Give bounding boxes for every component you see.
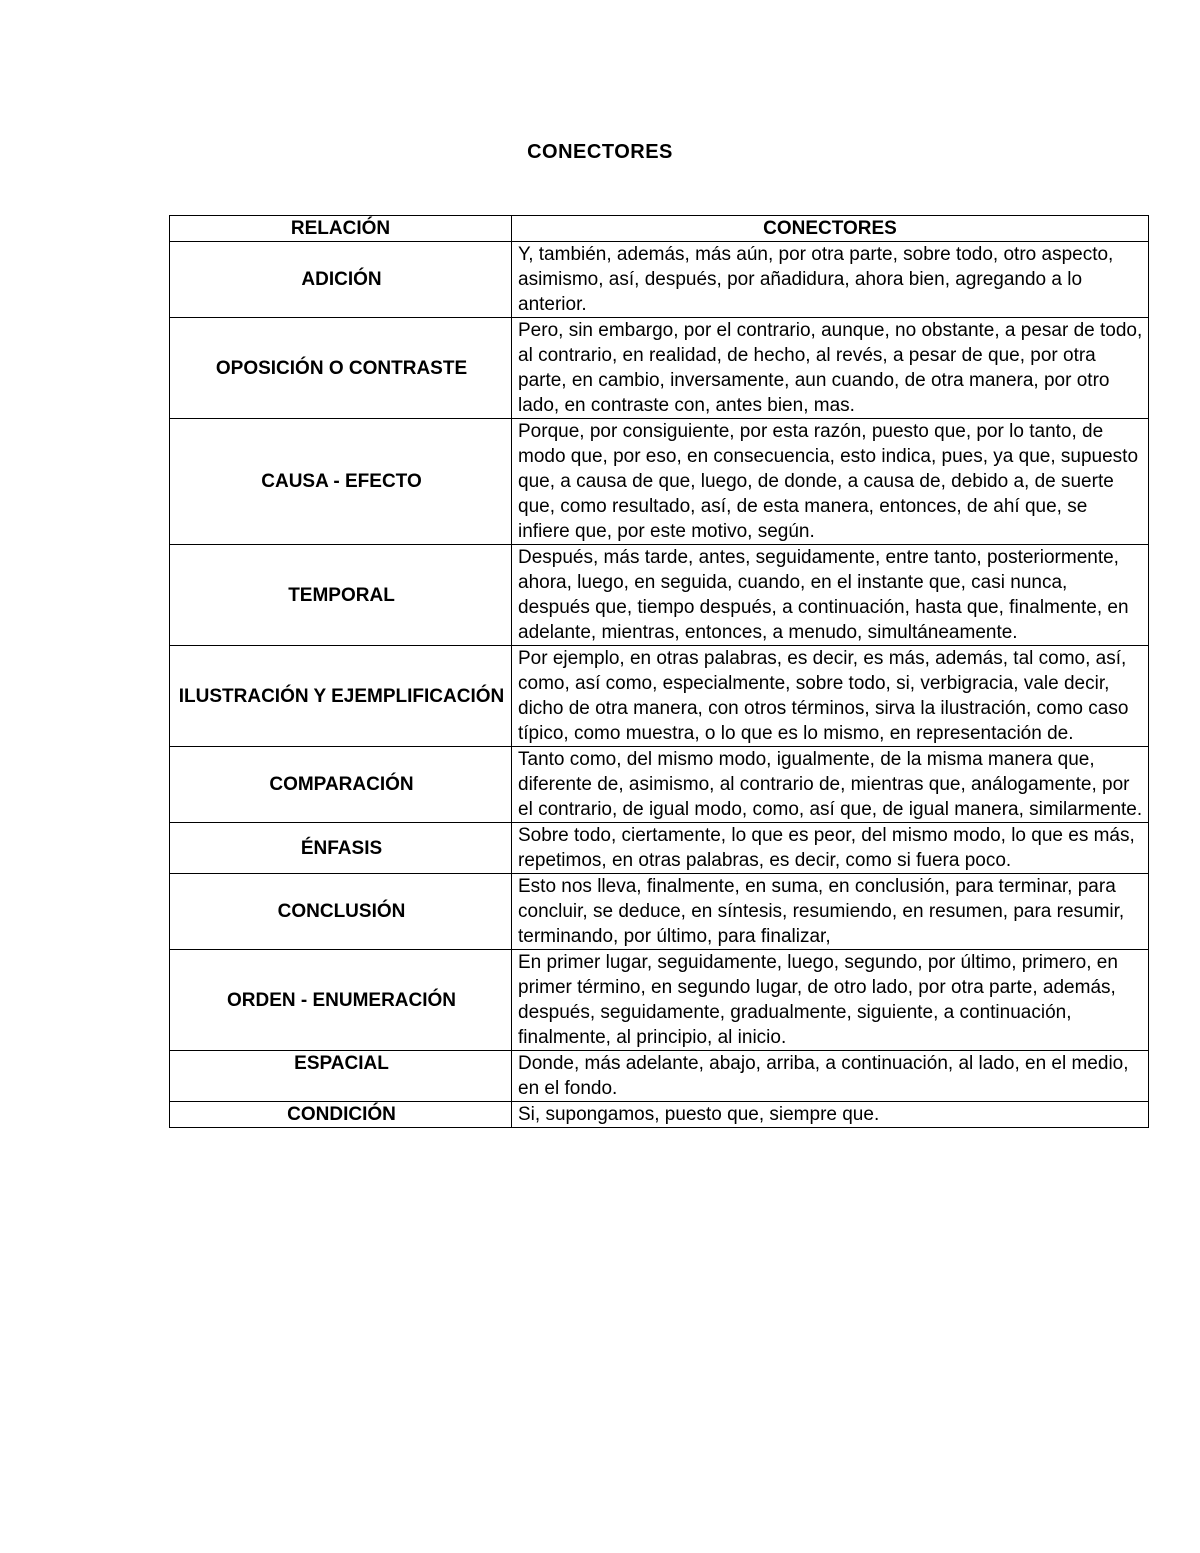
relation-cell: CONDICIÓN (170, 1102, 512, 1128)
connectors-cell: Porque, por consiguiente, por esta razón, puesto que, por lo tanto, de modo que, por eso, en consecuencia, esto indica, pues, ya que, supuesto que, a causa de que, luego, de donde, a causa de, debido a, de suerte que, como resultado, así, de esta manera, entonces, de ahí que, se infiere que, por este motivo, según. (512, 419, 1149, 545)
relation-cell: TEMPORAL (170, 545, 512, 646)
relation-cell: ADICIÓN (170, 242, 512, 318)
connectors-cell: Después, más tarde, antes, seguidamente, entre tanto, posteriormente, ahora, luego, en seguida, cuando, en el instante que, casi nunca, después que, tiempo después, a continuación, hasta que, finalmente, en adelante, mientras, entonces, a menudo, simultáneamente. (512, 545, 1149, 646)
connectors-cell: Sobre todo, ciertamente, lo que es peor, del mismo modo, lo que es más, repetimos, en otras palabras, es decir, como si fuera poco. (512, 823, 1149, 874)
table-row (170, 1051, 1149, 1102)
table-row (170, 1102, 1149, 1128)
document-title: CONECTORES (527, 141, 673, 163)
table-row (170, 318, 1149, 419)
relation-cell: COMPARACIÓN (170, 747, 512, 823)
relation-cell: OPOSICIÓN O CONTRASTE (170, 318, 512, 419)
connectors-cell: Y, también, además, más aún, por otra parte, sobre todo, otro aspecto, asimismo, así, después, por añadidura, ahora bien, agregando a lo anterior. (512, 242, 1149, 318)
header-relation: RELACIÓN (170, 216, 512, 242)
connectors-cell: Si, supongamos, puesto que, siempre que. (512, 1102, 1149, 1128)
relation-cell: ORDEN - ENUMERACIÓN (170, 950, 512, 1051)
relation-cell: ESPACIAL (170, 1051, 512, 1102)
table-header-row (170, 216, 1149, 242)
table-row (170, 419, 1149, 545)
connectors-cell: En primer lugar, seguidamente, luego, segundo, por último, primero, en primer término, en segundo lugar, de otro lado, por otra parte, además, después, seguidamente, gradualmente, siguiente, a continuación, finalmente, al principio, al inicio. (512, 950, 1149, 1051)
table-row (170, 823, 1149, 874)
connectors-cell: Pero, sin embargo, por el contrario, aunque, no obstante, a pesar de todo, al contrario, en realidad, de hecho, al revés, a pesar de que, por otra parte, en cambio, inversamente, aun cuando, de otra manera, por otro lado, en contraste con, antes bien, mas. (512, 318, 1149, 419)
table-row (170, 950, 1149, 1051)
connectors-cell: Tanto como, del mismo modo, igualmente, de la misma manera que, diferente de, asimismo, al contrario de, mientras que, análogamente, por el contrario, de igual modo, como, así que, de igual manera, similarmente. (512, 747, 1149, 823)
table-row (170, 545, 1149, 646)
connectors-cell: Esto nos lleva, finalmente, en suma, en conclusión, para terminar, para concluir, se deduce, en síntesis, resumiendo, en resumen, para resumir, terminando, por último, para finalizar, (512, 874, 1149, 950)
connectors-table (169, 215, 1149, 1128)
table-row (170, 242, 1149, 318)
table-row (170, 747, 1149, 823)
relation-cell: ÉNFASIS (170, 823, 512, 874)
table-row (170, 874, 1149, 950)
relation-cell: CAUSA - EFECTO (170, 419, 512, 545)
relation-cell: CONCLUSIÓN (170, 874, 512, 950)
header-connectors: CONECTORES (512, 216, 1149, 242)
relation-cell: ILUSTRACIÓN Y EJEMPLIFICACIÓN (170, 646, 512, 747)
connectors-cell: Por ejemplo, en otras palabras, es decir, es más, además, tal como, así, como, así como, especialmente, sobre todo, si, verbigracia, vale decir, dicho de otra manera, con otros términos, sirva la ilustración, como caso típico, como muestra, o lo que es lo mismo, en representación de. (512, 646, 1149, 747)
connectors-cell: Donde, más adelante, abajo, arriba, a continuación, al lado, en el medio, en el fondo. (512, 1051, 1149, 1102)
table-row (170, 646, 1149, 747)
